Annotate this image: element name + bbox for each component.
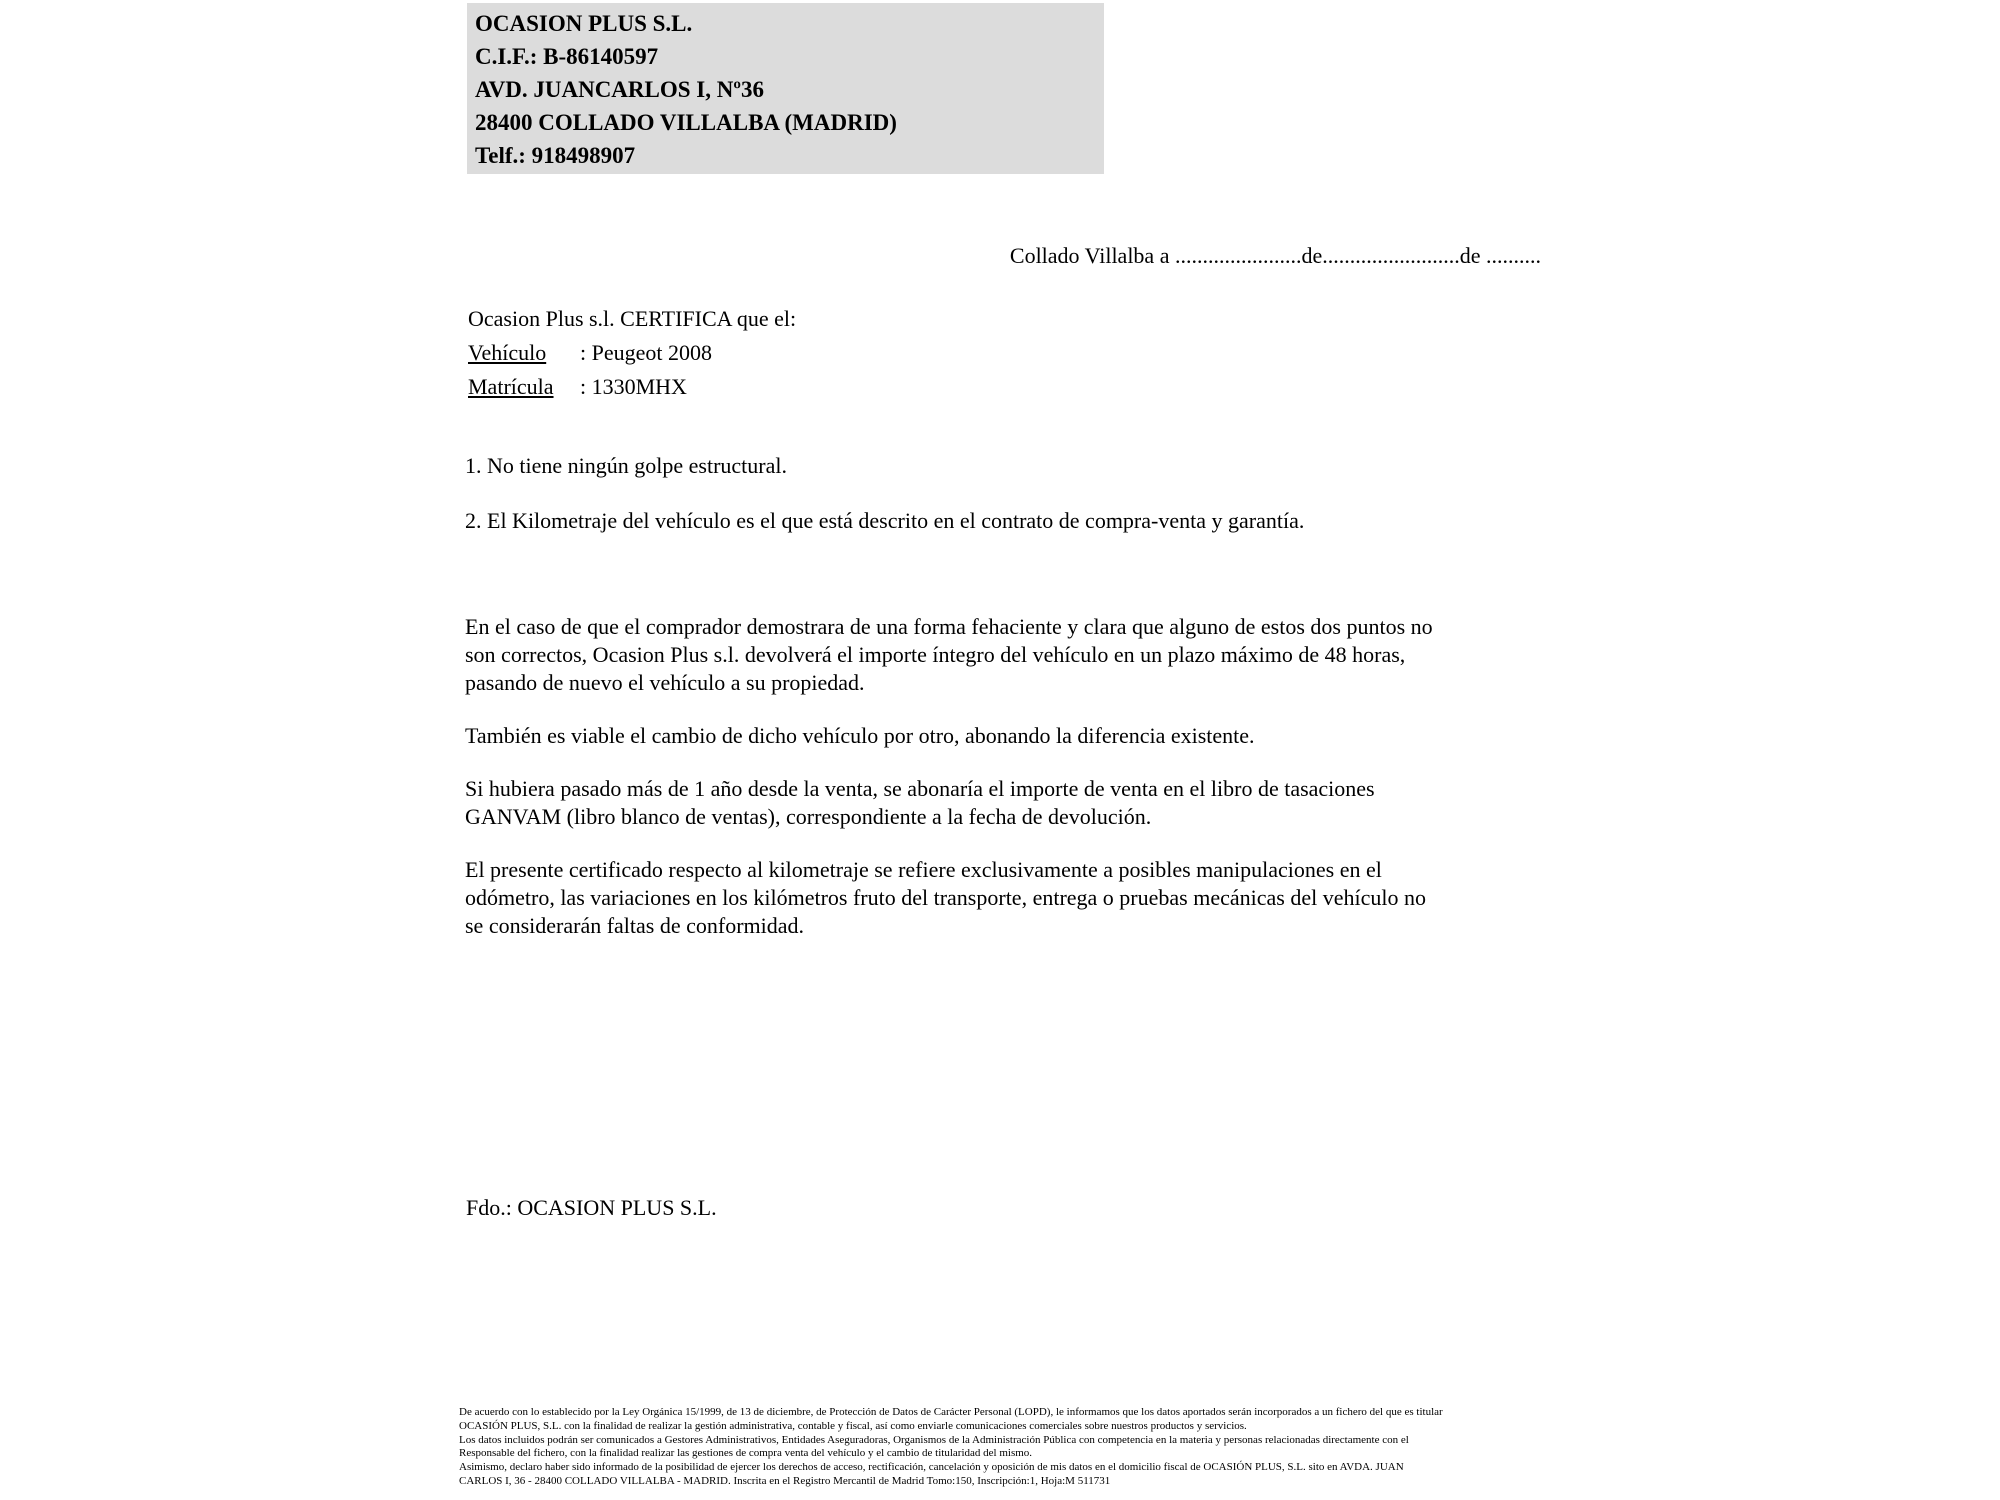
legal-line: Responsable del fichero, con la finalidad realizar las gestiones de compra venta del vehículo y el cambio de titularidad del mismo.: [459, 1447, 1033, 1460]
paragraph-line: El presente certificado respecto al kilometraje se refiere exclusivamente a posibles manipulaciones en el: [465, 857, 1382, 882]
legal-line: De acuerdo con lo establecido por la Ley Orgánica 15/1999, de 13 de diciembre, de Protección de Datos de Carácter Personal (LOPD), le informamos que los datos aportados serán incorporados a un fichero del que es titular: [459, 1406, 1443, 1418]
legal-line: OCASIÓN PLUS, S.L. con la finalidad de realizar la gestión administrativa, contable y fiscal, así como enviarle comunicaciones comerciales sobre nuestros productos y servicios.: [459, 1419, 1247, 1432]
company-city: 28400 COLLADO VILLALBA (MADRID): [475, 110, 897, 135]
certify-intro: Ocasion Plus s.l. CERTIFICA que el:: [468, 306, 797, 331]
point-2: 2. El Kilometraje del vehículo es el que está descrito en el contrato de compra-venta y garantía.: [465, 508, 1305, 533]
legal-line: CARLOS I, 36 - 28400 COLLADO VILLALBA - MADRID. Inscrita en el Registro Mercantil de Madrid Tomo:150, Inscripción:1, Hoja:M 511731: [459, 1474, 1111, 1487]
paragraph-line: son correctos, Ocasion Plus s.l. devolverá el importe íntegro del vehículo en un plazo máximo de 48 horas,: [465, 642, 1406, 667]
legal-line: Asimismo, declaro haber sido informado de la posibilidad de ejercer los derechos de acceso, rectificación, cancelación y oposición de mis datos en el domicilio fiscal de OCASIÓN PLUS, S.L. sito en AVDA. JUAN: [459, 1461, 1404, 1474]
paragraph-line: odómetro, las variaciones en los kilómetros fruto del transporte, entrega o pruebas mecánicas del vehículo no: [465, 885, 1426, 910]
company-cif: C.I.F.: B-86140597: [475, 44, 659, 69]
legal-line: Los datos incluidos podrán ser comunicados a Gestores Administrativos, Entidades Aseguradoras, Organismos de la Administración Pública con competencia en la materia y personas relacionadas directamente con el: [459, 1433, 1409, 1446]
company-info-box: [467, 3, 1104, 174]
paragraph: [465, 775, 1555, 831]
plate-row: [468, 370, 796, 404]
company-phone: Telf.: 918498907: [475, 143, 636, 168]
legal-notice: [459, 1406, 1549, 1489]
point-1: 1. No tiene ningún golpe estructural.: [465, 453, 787, 478]
vehicle-value: : Peugeot 2008: [580, 340, 712, 365]
paragraph-line: Si hubiera pasado más de 1 año desde la venta, se abonaría el importe de venta en el libro de tasaciones: [465, 776, 1375, 801]
paragraph-line: pasando de nuevo el vehículo a su propiedad.: [465, 670, 865, 695]
paragraph-line: También es viable el cambio de dicho vehículo por otro, abonando la diferencia existente.: [465, 723, 1255, 748]
vehicle-row: [468, 336, 796, 370]
plate-label: Matrícula: [468, 374, 554, 399]
signature-line: Fdo.: OCASION PLUS S.L.: [466, 1195, 717, 1220]
paragraph-line: GANVAM (libro blanco de ventas), correspondiente a la fecha de devolución.: [465, 804, 1152, 829]
paragraph: [465, 722, 1555, 750]
paragraph-line: En el caso de que el comprador demostrara de una forma fehaciente y clara que alguno de estos dos puntos no: [465, 614, 1433, 639]
plate-value: : 1330MHX: [580, 374, 687, 399]
paragraph-line: se considerarán faltas de conformidad.: [465, 913, 805, 938]
company-address: AVD. JUANCARLOS I, Nº36: [475, 77, 764, 102]
paragraph: [465, 613, 1555, 697]
certification-block: [468, 302, 796, 404]
date-line: Collado Villalba a .......................de.........................de ..........: [1009, 243, 1541, 268]
body-paragraphs: [465, 613, 1555, 965]
vehicle-label: Vehículo: [468, 340, 547, 365]
company-name: OCASION PLUS S.L.: [475, 11, 693, 36]
paragraph: [465, 856, 1555, 940]
